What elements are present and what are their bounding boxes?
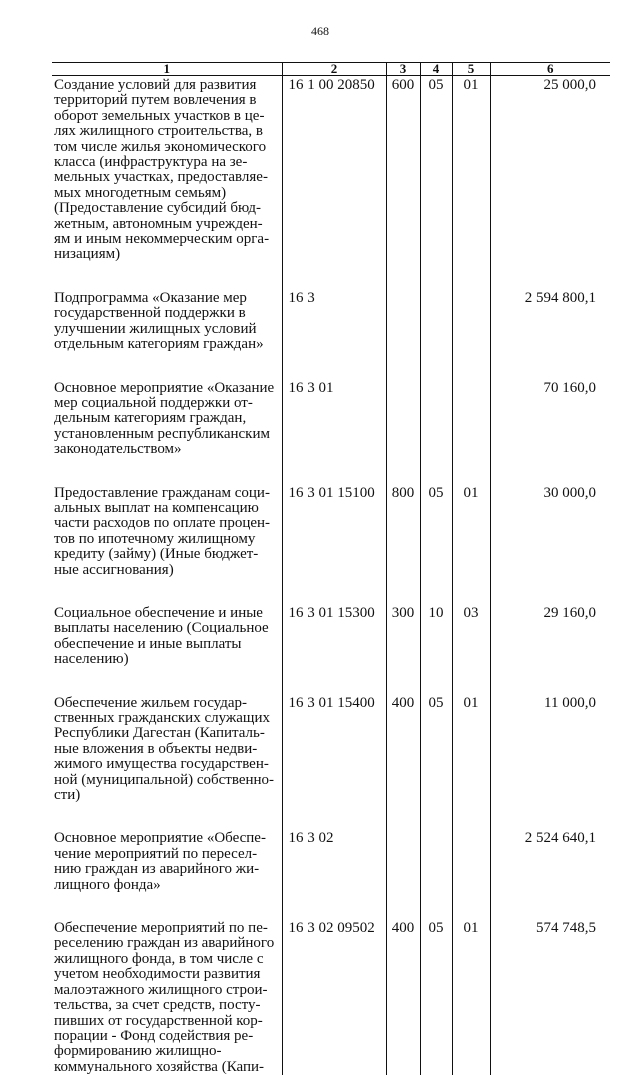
row-col5: 01: [452, 76, 490, 289]
table-row: [52, 919, 610, 1075]
row-col4: [420, 379, 452, 484]
row-col5: [452, 379, 490, 484]
row-col3: 300: [386, 604, 420, 694]
row-amount: 30 000,0: [490, 484, 610, 604]
row-code: 16 1 00 20850: [282, 76, 386, 289]
column-header-2: 2: [282, 63, 386, 76]
row-code: 16 3 02 09502: [282, 919, 386, 1075]
row-col3: 600: [386, 76, 420, 289]
row-name: Подпрограмма «Оказание мер государственной поддержки в улучшении жилищных условий отдельным категориям граждан»: [54, 289, 264, 353]
row-name: Основное мероприятие «Обеспе- чение мероприятий по пересел- нию граждан из аварийного жи- лищного фонда»: [54, 830, 266, 893]
row-name: Обеспечение жильем государ- ственных гражданских служащих Республики Дагестан (Капиталь- ные вложения в объекты недви- жимого имущества государствен- ной (муниципальной) собственно- сти): [54, 694, 275, 804]
row-col3: [386, 289, 420, 379]
row-col4: 10: [420, 604, 452, 694]
column-header-4: 4: [420, 63, 452, 76]
row-col4: [420, 829, 452, 919]
row-col4: 05: [420, 694, 452, 830]
table-row: [52, 604, 610, 694]
row-col4: 05: [420, 484, 452, 604]
row-code: 16 3 01 15300: [282, 604, 386, 694]
table-row: [52, 379, 610, 484]
row-amount: 2 524 640,1: [490, 829, 610, 919]
column-header-5: 5: [452, 63, 490, 76]
table-row: [52, 76, 610, 289]
row-col5: 03: [452, 604, 490, 694]
row-amount: 2 594 800,1: [490, 289, 610, 379]
page-number: 468: [311, 24, 329, 38]
budget-table: [52, 62, 610, 1075]
row-code: 16 3 01: [282, 379, 386, 484]
column-header-1: 1: [52, 63, 282, 76]
table-row: [52, 289, 610, 379]
row-amount: 11 000,0: [490, 694, 610, 830]
row-col5: 01: [452, 694, 490, 830]
row-col5: [452, 829, 490, 919]
row-col5: [452, 289, 490, 379]
column-header-6: 6: [490, 63, 610, 76]
row-amount: 25 000,0: [490, 76, 610, 289]
table-row: [52, 694, 610, 830]
row-name: Основное мероприятие «Оказание мер социальной поддержки от- дельным категориям граждан, установленным республиканским законодательством»: [54, 379, 275, 458]
row-col3: [386, 379, 420, 484]
row-col4: 05: [420, 76, 452, 289]
row-code: 16 3 02: [282, 829, 386, 919]
row-col3: 800: [386, 484, 420, 604]
row-col3: [386, 829, 420, 919]
table-row: [52, 829, 610, 919]
row-col4: [420, 289, 452, 379]
row-amount: 574 748,5: [490, 919, 610, 1075]
row-col4: 05: [420, 919, 452, 1075]
table-row: [52, 484, 610, 604]
row-name: Обеспечение мероприятий по пе- реселению граждан из аварийного жилищного фонда, в том числе с учетом необходимости развития малоэтажного жилищного строи- тельства, за счет средств, посту- пивших от государственной кор- порации - Фонд содействия ре- формированию жилищно- коммунального хозяйства (Капи-: [54, 920, 275, 1075]
row-col3: 400: [386, 694, 420, 830]
row-col5: 01: [452, 919, 490, 1075]
row-name: Предоставление гражданам соци- альных выплат на компенсацию части расходов по оплате процен- тов по ипотечному жилищному кредиту (займу) (Иные бюджет- ные ассигнования): [54, 484, 271, 578]
row-code: 16 3 01 15100: [282, 484, 386, 604]
row-code: 16 3: [282, 289, 386, 379]
column-header-3: 3: [386, 63, 420, 76]
header-row: [52, 63, 610, 76]
row-name: Социальное обеспечение и иные выплаты населению (Социальное обеспечение и иные выплаты населению): [54, 604, 269, 668]
row-col3: 400: [386, 919, 420, 1075]
row-name: Создание условий для развития территорий путем вовлечения в оборот земельных участков в це- лях жилищного строительства, в том числе жилья экономического класса (инфраструктура на зе- мельных участках, предоставляе- мых многодетным семьям) (Предоставление субсидий бюд- жетным, автономным учрежден- ям и иным некоммерческим орга- низациям): [54, 77, 270, 263]
row-amount: 70 160,0: [490, 379, 610, 484]
row-amount: 29 160,0: [490, 604, 610, 694]
row-code: 16 3 01 15400: [282, 694, 386, 830]
budget-table-container: [52, 62, 610, 1075]
row-col5: 01: [452, 484, 490, 604]
